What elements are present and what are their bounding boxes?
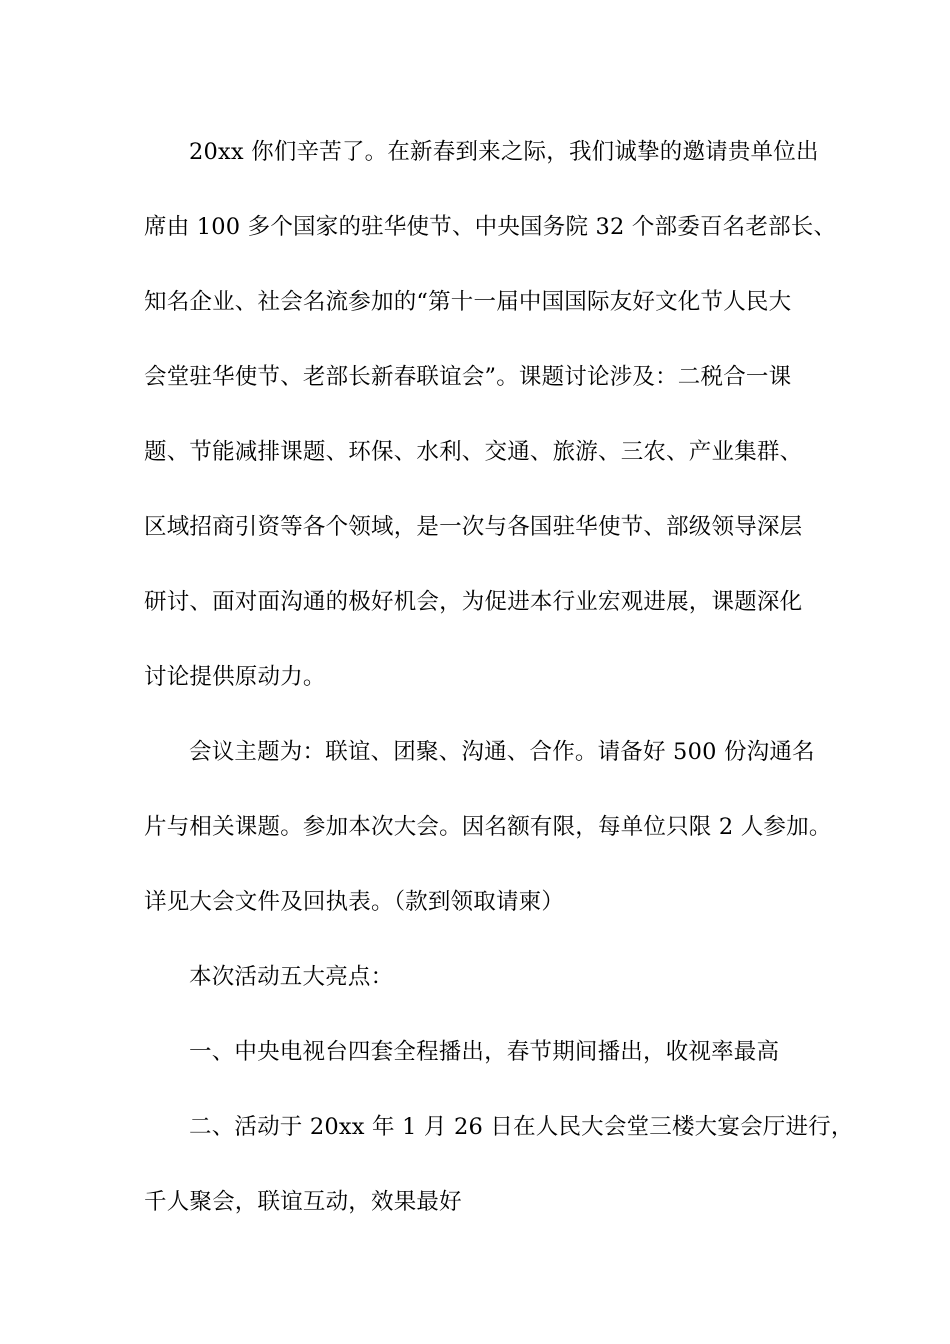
paragraph-1-line-4: 会堂驻华使节、老部长新春联谊会”。课题讨论涉及：二税合一课 [144,364,792,390]
paragraph-2-line-3: 详见大会文件及回执表。（款到领取请柬） [144,889,565,915]
highlights-heading: 本次活动五大亮点： [189,964,394,990]
highlight-item-2-line-2: 千人聚会，联谊互动，效果最好 [144,1189,462,1215]
paragraph-2-line-2: 片与相关课题。参加本次大会。因名额有限，每单位只限 2 人参加。 [144,814,832,840]
paragraph-1-line-5: 题、节能减排课题、环保、水利、交通、旅游、三农、产业集群、 [144,439,803,465]
paragraph-1-line-7: 研讨、面对面沟通的极好机会，为促进本行业宏观进展，课题深化 [144,589,803,615]
paragraph-1-line-8: 讨论提供原动力。 [144,664,326,690]
paragraph-1-line-2: 席由 100 多个国家的驻华使节、中央国务院 32 个部委百名老部长、 [144,214,837,240]
highlight-item-1: 一、中央电视台四套全程播出，春节期间播出，收视率最高 [189,1039,780,1065]
highlight-item-2-line-1: 二、活动于 20xx 年 1 月 26 日在人民大会堂三楼大宴会厅进行， [189,1114,854,1140]
paragraph-1-line-3: 知名企业、社会名流参加的“第十一届中国国际友好文化节人民大 [144,289,792,315]
paragraph-1-line-1: 20xx 你们辛苦了。在新春到来之际，我们诚挚的邀请贵单位出 [189,139,819,165]
paragraph-1-line-6: 区域招商引资等各个领域，是一次与各国驻华使节、部级领导深层 [144,514,803,540]
paragraph-2-line-1: 会议主题为：联谊、团聚、沟通、合作。请备好 500 份沟通名 [189,739,815,765]
